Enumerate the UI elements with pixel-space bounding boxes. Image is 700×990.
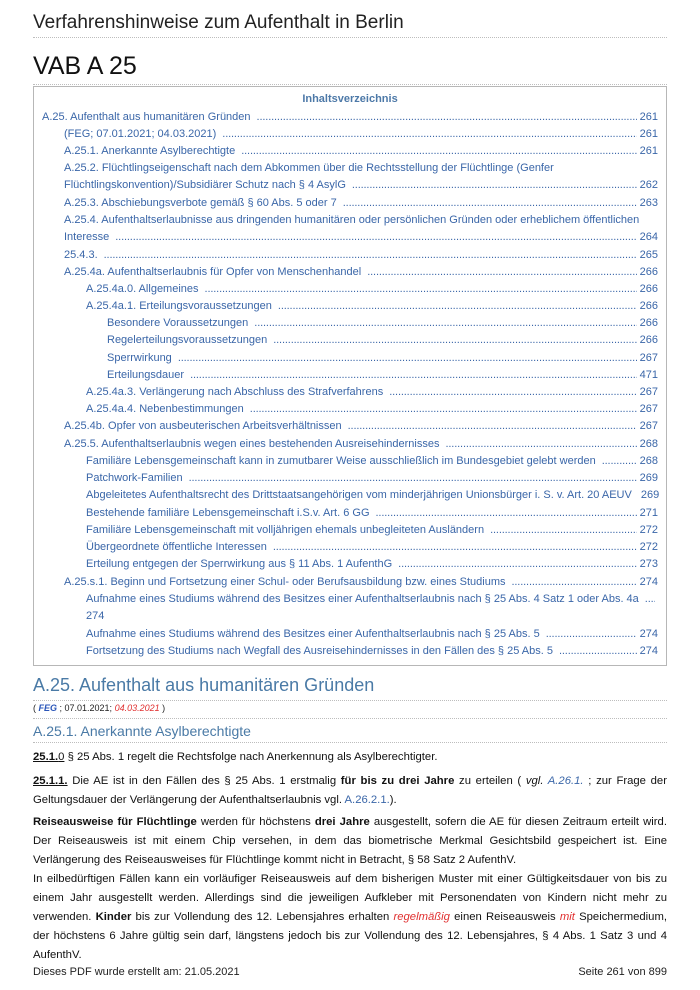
toc-entry[interactable] bbox=[86, 487, 658, 504]
toc-leader-dots bbox=[367, 264, 636, 281]
toc-entry-text: Aufnahme eines Studiums während des Besitzes einer Aufenthaltserlaubnis nach § 25 Abs. 4 Satz 1 oder Abs. 4a bbox=[86, 593, 639, 605]
toc-leader-dots bbox=[343, 195, 637, 212]
toc-entry[interactable] bbox=[64, 264, 658, 281]
toc-entry-text: A.25.4a.3. Verlängerung nach Abschluss des Strafverfahrens bbox=[86, 386, 384, 398]
toc-entry-text: Bestehende familiäre Lebensgemeinschaft i.S.v. Art. 6 GG bbox=[86, 507, 370, 519]
toc-entry[interactable] bbox=[64, 195, 658, 212]
toc-entry[interactable] bbox=[86, 539, 658, 556]
toc-leader-dots bbox=[273, 332, 636, 349]
amendment-date-red: 04.03.2021 bbox=[114, 703, 160, 713]
toc-leader-dots bbox=[348, 418, 637, 435]
amendment-dates: ( FEG ; 07.01.2021; 04.03.2021 ) bbox=[33, 703, 667, 719]
toc-entry-text: Regelerteilungsvoraussetzungen bbox=[107, 334, 268, 346]
toc-entry-text: A.25.4. Aufenthaltserlaubnisse aus dringenden humanitären oder persönlichen Gründen oder erheblichem öffentlichen bbox=[64, 214, 640, 226]
toc-leader-dots bbox=[445, 436, 636, 453]
toc-leader-dots bbox=[490, 522, 637, 539]
toc-page-number: 272 bbox=[639, 541, 658, 553]
toc-leader-dots bbox=[389, 384, 636, 401]
toc-page-number: 273 bbox=[639, 558, 658, 570]
toc-page-number: 267 bbox=[639, 352, 658, 364]
header-title: Verfahrenshinweise zum Aufenthalt in Berlin bbox=[33, 12, 404, 33]
toc-entry-text: A.25.s.1. Beginn und Fortsetzung einer Schul- oder Berufsausbildung bzw. eines Studiums bbox=[64, 576, 506, 588]
toc-entry[interactable] bbox=[86, 556, 658, 573]
toc-page-number: 269 bbox=[639, 472, 658, 484]
toc-page-number: 274 bbox=[639, 576, 658, 588]
toc-entry[interactable] bbox=[64, 212, 658, 247]
subsection-heading: A.25.1. Anerkannte Asylberechtigte bbox=[33, 723, 667, 743]
paragraph-eilbeduerftig: In eilbedürftigen Fällen kann ein vorläufiger Reiseausweis auf dem bisherigen Muster mit einer Gültigkeitsdauer von bis zu einem Jahr ausgestellt werden. Allerdings sind die jeweiligen Aufkleber mit Personendaten von Kindern nicht mehr zu verwenden. Kinder bis zur Vollendung des 12. Lebensjahres erhalten regelmäßig einen Reiseausweis mit Speichermedium, der höchstens 6 Jahre gültig sein darf, längstens jedoch bis zur Vollendung des 12. Lebensjahres, § 4 Abs. 1 Satz 3 und 4 AufenthV. bbox=[33, 873, 668, 961]
toc-leader-dots bbox=[250, 401, 637, 418]
toc-entry[interactable] bbox=[107, 367, 658, 384]
toc-entry-text: A.25.4a.0. Allgemeines bbox=[86, 283, 199, 295]
toc-leader-dots bbox=[254, 315, 636, 332]
toc-leader-dots bbox=[278, 298, 637, 315]
toc-page-number: 267 bbox=[639, 420, 658, 432]
toc-entry-text: A.25.4b. Opfer von ausbeuterischen Arbeitsverhältnissen bbox=[64, 420, 342, 432]
toc-entry[interactable] bbox=[42, 109, 658, 126]
toc-entry[interactable] bbox=[107, 315, 658, 332]
toc-leader-dots bbox=[273, 539, 637, 556]
section-heading: A.25. Aufenthalt aus humanitären Gründen bbox=[33, 675, 667, 701]
toc-entry-text: (FEG; 07.01.2021; 04.03.2021) bbox=[64, 128, 217, 140]
footer-page-number: Seite 261 von 899 bbox=[578, 966, 667, 978]
toc-leader-dots bbox=[189, 470, 637, 487]
toc-page-number: 266 bbox=[639, 283, 658, 295]
toc-entry-text: Besondere Voraussetzungen bbox=[107, 317, 249, 329]
toc-leader-dots bbox=[257, 109, 637, 126]
toc-entry[interactable] bbox=[86, 470, 658, 487]
toc-leader-dots bbox=[602, 453, 637, 470]
toc-entry[interactable] bbox=[86, 281, 658, 298]
toc-page-number: 272 bbox=[639, 524, 658, 536]
toc-page-number: 274 bbox=[86, 610, 105, 623]
toc-page-number: 274 bbox=[639, 628, 658, 640]
toc-leader-dots bbox=[546, 626, 637, 643]
toc-entry[interactable] bbox=[64, 126, 658, 143]
toc-leader-dots bbox=[352, 177, 637, 194]
toc-entry[interactable] bbox=[86, 505, 658, 522]
toc-entry-text: A.25.5. Aufenthaltserlaubnis wegen eines bestehenden Ausreisehindernisses bbox=[64, 438, 440, 450]
toc-entry-text-cont: Flüchtlingskonvention)/Subsidiärer Schutz nach § 4 AsylG bbox=[64, 179, 346, 192]
toc-page-number: 265 bbox=[639, 249, 658, 261]
toc-entry[interactable] bbox=[64, 143, 658, 160]
toc-leader-dots bbox=[645, 591, 655, 608]
link-a-26-1[interactable]: A.26.1. bbox=[543, 775, 584, 787]
toc-page-number: 268 bbox=[639, 455, 658, 467]
toc-entry-text: Abgeleitetes Aufenthaltsrecht des Drittstaatsangehörigen vom minderjährigen Unionsbürger i. S. v. Art. 20 AEUV bbox=[86, 489, 632, 501]
toc-entry[interactable] bbox=[64, 160, 658, 195]
toc-page-number: 261 bbox=[639, 128, 658, 140]
paragraph-reiseausweise: Reiseausweise für Flüchtlinge werden für höchstens drei Jahre ausgestellt, sofern die AE für diesen Zeitraum erteilt wird. Der Reiseausweis ist mit einem Chip versehen, in dem das biometrische Merkmal Gesichtsbild gespeichert ist. Eine Verlängerung des Reiseausweises für Flüchtlinge kommt nicht in Betracht, § 58 Satz 2 AufenthV. bbox=[33, 816, 667, 866]
toc-entry-text: Familiäre Lebensgemeinschaft kann in zumutbarer Weise ausschließlich im Bundesgebiet gelebt werden bbox=[86, 455, 596, 467]
toc-leader-dots bbox=[222, 126, 636, 143]
toc-entry[interactable] bbox=[107, 332, 658, 349]
paragraph-25-1-1: 25.1.1. Die AE ist in den Fällen des § 25 Abs. 1 erstmalig für bis zu drei Jahre zu erteilen ( vgl. A.26.1. ; zur Frage der Geltungsdauer der Verlängerung der Aufenthaltserlaubnis vgl. A.26.2.1.). bbox=[33, 775, 667, 806]
toc-entry-text: Patchwork-Familien bbox=[86, 472, 183, 484]
toc-entry[interactable] bbox=[64, 574, 658, 591]
toc-page-number: 268 bbox=[639, 438, 658, 450]
toc-entry-text: A.25.4a.1. Erteilungsvoraussetzungen bbox=[86, 300, 272, 312]
link-a-26-2-1[interactable]: A.26.2.1. bbox=[344, 794, 390, 806]
toc-page-number: 261 bbox=[639, 145, 658, 157]
toc-page-number: 262 bbox=[639, 179, 658, 192]
toc-entry[interactable] bbox=[86, 384, 658, 401]
toc-leader-dots bbox=[104, 247, 637, 264]
toc-entry-text: Übergeordnete öffentliche Interessen bbox=[86, 541, 267, 553]
toc-page-number: 266 bbox=[639, 317, 658, 329]
toc-page-number: 266 bbox=[639, 334, 658, 346]
title-divider bbox=[33, 84, 667, 85]
toc-leader-dots bbox=[559, 643, 637, 660]
toc-entry[interactable] bbox=[86, 522, 658, 539]
toc-entry-text: Sperrwirkung bbox=[107, 352, 172, 364]
toc-entry-text: Erteilung entgegen der Sperrwirkung aus § 11 Abs. 1 AufenthG bbox=[86, 558, 393, 570]
feg-link[interactable]: FEG bbox=[38, 703, 58, 713]
toc-page-number: 269 bbox=[640, 489, 660, 501]
toc-page-number: 267 bbox=[639, 386, 658, 398]
toc-entry-text-cont: Interesse bbox=[64, 231, 110, 244]
paragraph-25-1-0: 25.1.0 § 25 Abs. 1 regelt die Rechtsfolge nach Anerkennung als Asylberechtigter. bbox=[33, 751, 438, 763]
toc-entry-text: A.25.4a.4. Nebenbestimmungen bbox=[86, 403, 244, 415]
toc-page-number: 471 bbox=[639, 369, 658, 381]
toc-page-number: 271 bbox=[639, 507, 658, 519]
toc-entry[interactable] bbox=[86, 453, 658, 470]
table-of-contents bbox=[33, 86, 667, 666]
toc-entry[interactable] bbox=[86, 626, 658, 643]
toc-entry-text: A.25.2. Flüchtlingseigenschaft nach dem Abkommen über die Rechtsstellung der Flüchtlinge (Genfer bbox=[64, 162, 554, 174]
toc-entry[interactable] bbox=[64, 418, 658, 435]
toc-entry-text: Fortsetzung des Studiums nach Wegfall des Ausreisehindernisses in den Fällen des § 25 Abs. 5 bbox=[86, 645, 553, 657]
toc-entry[interactable] bbox=[64, 436, 658, 453]
toc-entry[interactable] bbox=[86, 298, 658, 315]
toc-page-number: 261 bbox=[639, 111, 658, 123]
toc-entry-text: A.25.4a. Aufenthaltserlaubnis für Opfer von Menschenhandel bbox=[64, 266, 362, 278]
toc-leader-dots bbox=[241, 143, 636, 160]
toc-title: Inhaltsverzeichnis bbox=[302, 93, 398, 105]
toc-leader-dots bbox=[178, 350, 637, 367]
toc-entry-text: Familiäre Lebensgemeinschaft mit volljährigen ehemals unbegleiteten Ausländern bbox=[86, 524, 485, 536]
toc-page-number: 266 bbox=[639, 300, 658, 312]
toc-leader-dots bbox=[376, 505, 637, 522]
toc-entry-text: A.25. Aufenthalt aus humanitären Gründen bbox=[42, 111, 251, 123]
toc-page-number: 267 bbox=[639, 403, 658, 415]
page-header bbox=[33, 10, 667, 38]
toc-entry[interactable] bbox=[86, 591, 658, 626]
footer-created: Dieses PDF wurde erstellt am: 21.05.2021 bbox=[33, 966, 240, 978]
toc-leader-dots bbox=[511, 574, 636, 591]
toc-entry[interactable] bbox=[64, 247, 658, 264]
toc-entry[interactable] bbox=[107, 350, 658, 367]
toc-page-number: 266 bbox=[639, 266, 658, 278]
toc-entry-text: 25.4.3. bbox=[64, 249, 98, 261]
toc-entry-text: Erteilungsdauer bbox=[107, 369, 185, 381]
toc-leader-dots bbox=[190, 367, 637, 384]
toc-leader-dots bbox=[398, 556, 636, 573]
toc-entry-text: Aufnahme eines Studiums während des Besitzes einer Aufenthaltserlaubnis nach § 25 Abs. 5 bbox=[86, 628, 540, 640]
toc-page-number: 274 bbox=[639, 645, 658, 657]
toc-entry-text: A.25.3. Abschiebungsverbote gemäß § 60 Abs. 5 oder 7 bbox=[64, 197, 337, 209]
toc-leader-dots bbox=[115, 229, 636, 246]
document-title: VAB A 25 bbox=[33, 52, 137, 80]
toc-leader-dots bbox=[205, 281, 637, 298]
toc-page-number: 264 bbox=[639, 231, 658, 244]
toc-entry-text: A.25.1. Anerkannte Asylberechtigte bbox=[64, 145, 236, 157]
toc-entry[interactable] bbox=[86, 401, 658, 418]
toc-entry[interactable] bbox=[86, 643, 658, 660]
toc-page-number: 263 bbox=[639, 197, 658, 209]
